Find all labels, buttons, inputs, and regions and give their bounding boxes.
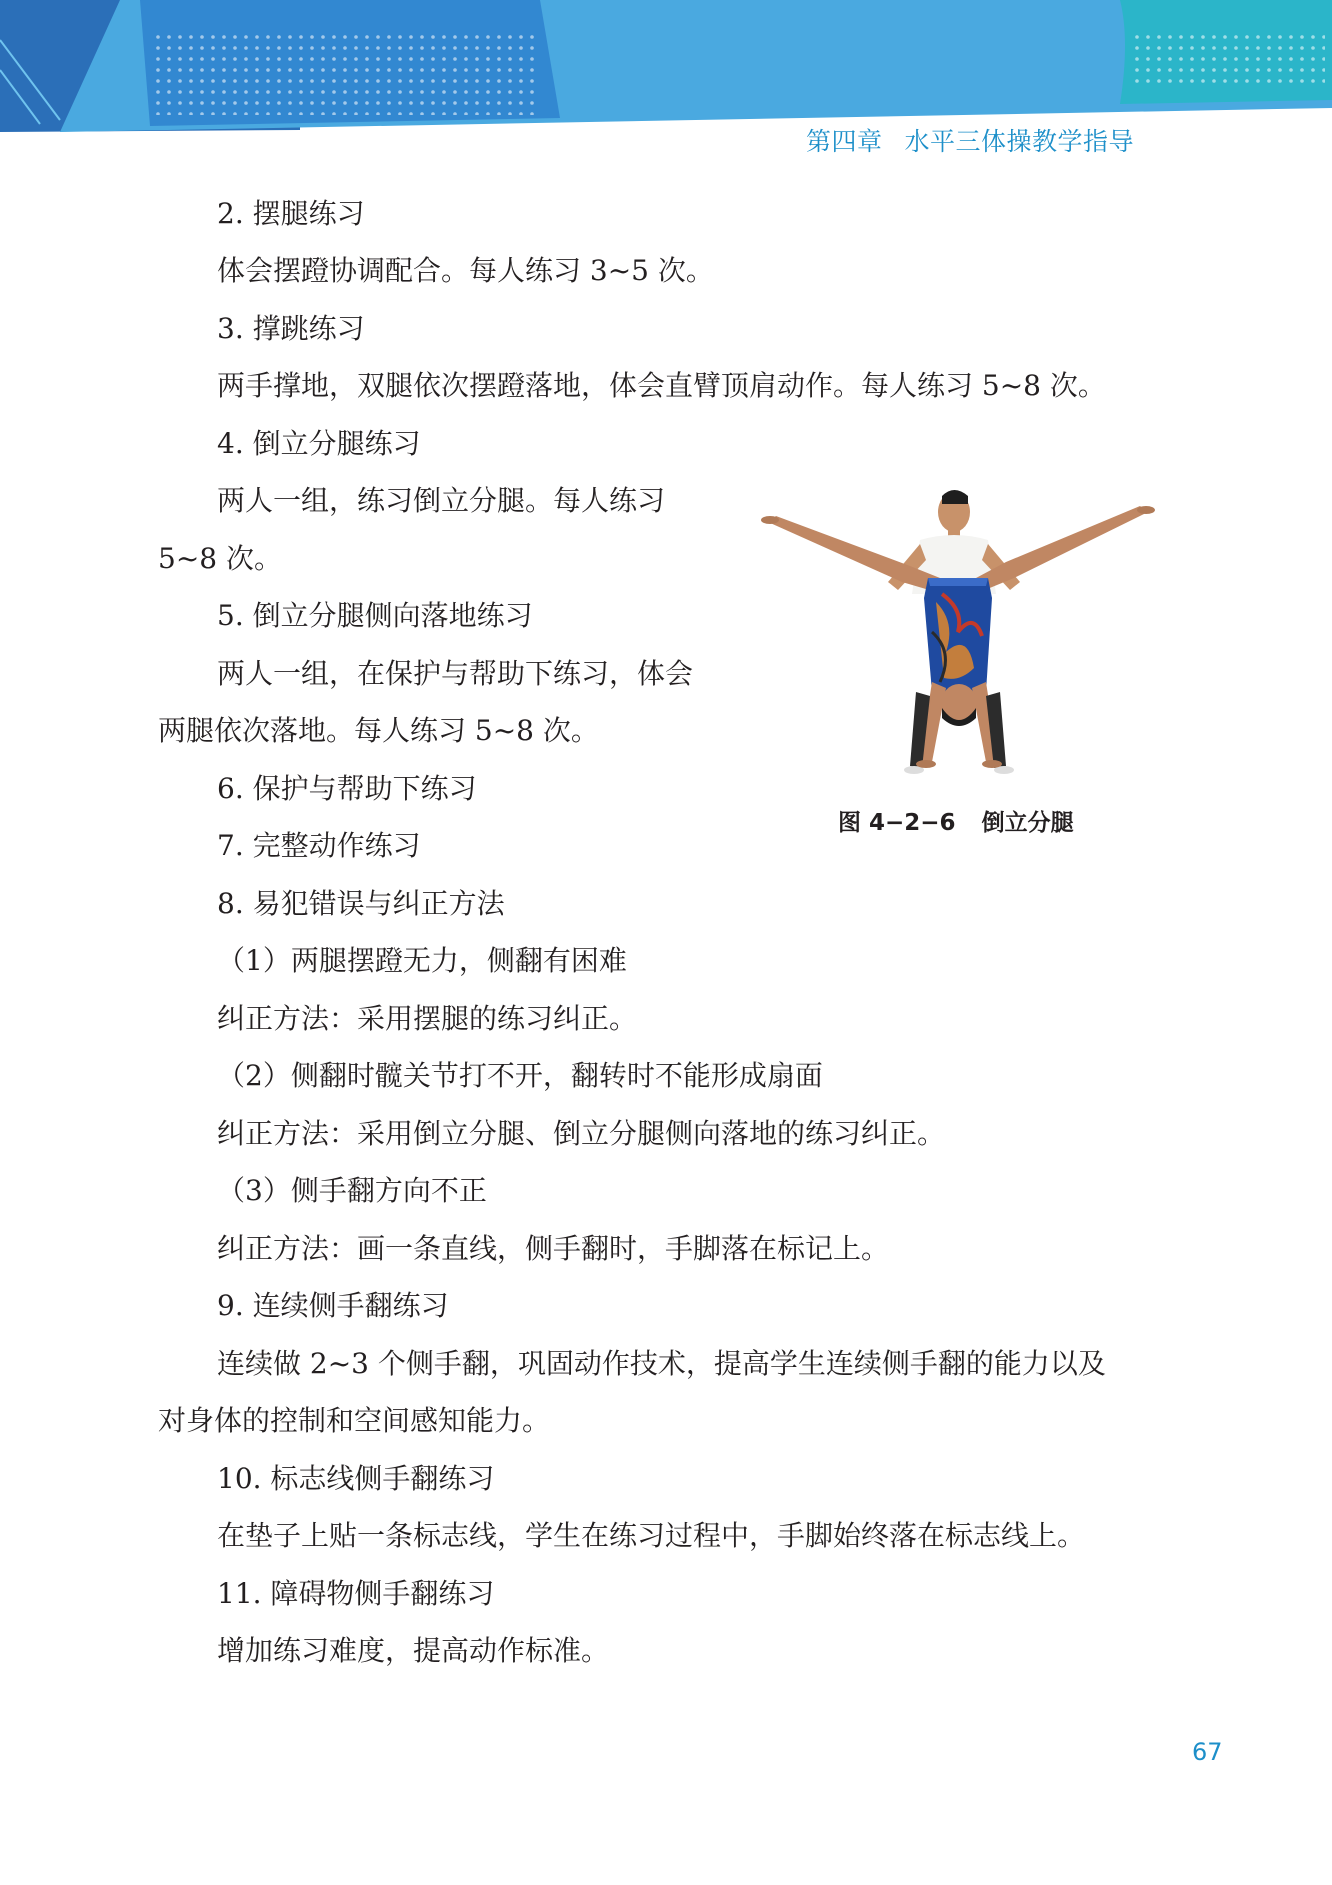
- paragraph: 两人一组，练习倒立分腿。每人练习: [217, 484, 666, 517]
- page-number: 67: [1192, 1738, 1223, 1766]
- chapter-header: [806, 122, 1134, 158]
- paragraph-continued: 5~8 次。: [158, 542, 282, 575]
- paragraph: 两人一组，在保护与帮助下练习，体会: [217, 657, 694, 690]
- correction-item: 纠正方法：画一条直线，侧手翻时，手脚落在标记上。: [217, 1232, 890, 1265]
- error-item: （2）侧翻时髋关节打不开，翻转时不能形成扇面: [217, 1059, 823, 1092]
- heading-assisted-practice: 6. 保护与帮助下练习: [217, 772, 477, 805]
- chapter-name: 水平三体操教学指导: [904, 127, 1135, 156]
- right-hand: [982, 760, 1002, 768]
- paragraph: 增加练习难度，提高动作标准。: [217, 1634, 610, 1667]
- heading-continuous-cartwheel: 9. 连续侧手翻练习: [217, 1289, 449, 1322]
- gymnast-arms-head: [920, 682, 998, 762]
- heading-marker-line-cartwheel: 10. 标志线侧手翻练习: [217, 1462, 495, 1495]
- paragraph: 连续做 2~3 个侧手翻，巩固动作技术，提高学生连续侧手翻的能力以及: [217, 1347, 1106, 1380]
- paragraph: 两手撑地，双腿依次摆蹬落地，体会直臂顶肩动作。每人练习 5~8 次。: [217, 369, 1106, 402]
- heading-swing-leg: 2. 摆腿练习: [217, 197, 365, 230]
- correction-item: 纠正方法：采用摆腿的练习纠正。: [217, 1002, 638, 1035]
- error-item: （1）两腿摆蹬无力，侧翻有困难: [217, 944, 627, 977]
- left-hand: [916, 760, 936, 768]
- heading-errors-corrections: 8. 易犯错误与纠正方法: [217, 887, 505, 920]
- error-item: （3）侧手翻方向不正: [217, 1174, 487, 1207]
- correction-item: 纠正方法：采用倒立分腿、倒立分腿侧向落地的练习纠正。: [217, 1117, 946, 1150]
- paragraph: 体会摆蹬协调配合。每人练习 3~5 次。: [217, 254, 714, 287]
- heading-handstand-side-landing: 5. 倒立分腿侧向落地练习: [217, 599, 533, 632]
- heading-complete-practice: 7. 完整动作练习: [217, 829, 421, 862]
- heading-obstacle-cartwheel: 11. 障碍物侧手翻练习: [217, 1577, 495, 1610]
- header-banner: [0, 0, 1332, 140]
- handstand-split-photo: [760, 482, 1156, 782]
- heading-handstand-split: 4. 倒立分腿练习: [217, 427, 421, 460]
- chapter-number: 第四章: [806, 127, 883, 156]
- paragraph: 在垫子上贴一条标志线，学生在练习过程中，手脚始终落在标志线上。: [217, 1519, 1086, 1552]
- paragraph-continued: 两腿依次落地。每人练习 5~8 次。: [158, 714, 599, 747]
- gymnast-body: [924, 578, 992, 692]
- paragraph-continued: 对身体的控制和空间感知能力。: [158, 1404, 551, 1437]
- figure-number: 图 4−2−6: [838, 810, 956, 836]
- figure-caption: [838, 804, 1074, 837]
- figure-title: 倒立分腿: [981, 810, 1074, 836]
- heading-support-jump: 3. 撑跳练习: [217, 312, 365, 345]
